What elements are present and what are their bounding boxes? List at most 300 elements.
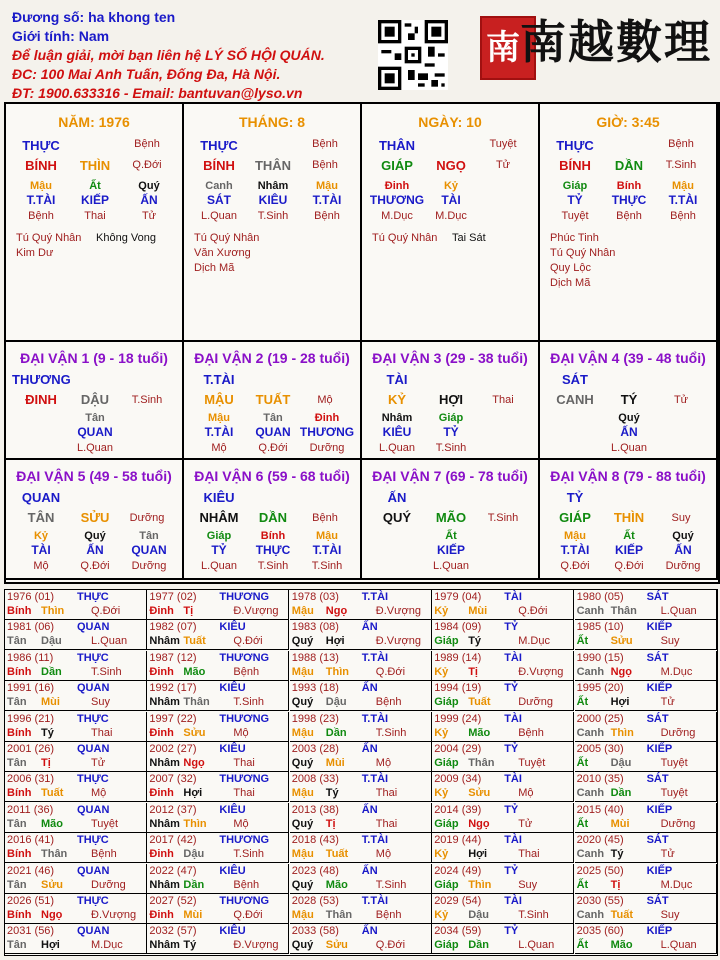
hidden-star: TÀI [441, 193, 461, 207]
year-star: THƯƠNG [219, 895, 270, 907]
dai-van-title: ĐẠI VẬN 8 (79 - 88 tuổi) [550, 468, 706, 484]
year-star: THƯƠNG [219, 591, 270, 603]
dai-van-star: T.TÀI [203, 372, 235, 387]
dai-van-state: Tử [673, 394, 689, 406]
year-can: Tân [7, 878, 27, 891]
hidden-star: T.TÀI [312, 543, 342, 557]
dai-van-title: ĐẠI VẬN 1 (9 - 18 tuổi) [20, 350, 168, 366]
year-label: 2035 (60) [576, 925, 624, 938]
year-can: Đinh [149, 909, 174, 921]
year-star: ẤN [361, 743, 378, 755]
hidden-star: THƯƠNG [369, 193, 425, 207]
hidden-state: Bệnh [314, 210, 340, 222]
year-chi: Thân [183, 696, 210, 709]
year-star: TÀI [504, 651, 522, 664]
year-chi: Thìn [468, 878, 492, 891]
year-star: T.TÀI [361, 773, 389, 786]
year-cell [147, 924, 289, 954]
year-state: Mộ [91, 787, 107, 800]
year-chi: Ngọ [41, 909, 63, 921]
year-state: M.Dục [518, 635, 550, 648]
year-state: Q.Đới [375, 665, 406, 678]
year-chi: Tị [610, 878, 621, 891]
hidden-stem: Giáp [206, 530, 232, 542]
year-state: Bệnh [233, 878, 260, 891]
year-can: Tân [7, 939, 27, 952]
hidden-state: T.Sinh [311, 560, 343, 572]
dai-van-title: ĐẠI VẬN 3 (29 - 38 tuổi) [372, 350, 528, 366]
dai-van-star: TÀI [386, 372, 408, 387]
year-star: ẤN [361, 864, 378, 877]
year-state: Q.Đới [233, 635, 263, 648]
dai-van-chi: MÃO [435, 510, 467, 525]
year-state: Thai [375, 817, 398, 830]
year-chi: Thân [610, 605, 637, 617]
year-star: THƯƠNG [219, 651, 270, 664]
year-label: 2004 (29) [434, 743, 482, 755]
pillar-chi: NGỌ [436, 158, 466, 173]
year-star: SÁT [646, 834, 669, 847]
dai-van-star: SÁT [562, 372, 588, 387]
year-state: Đ.Vượng [375, 605, 421, 617]
year-chi: Dần [325, 726, 347, 739]
year-state: Mộ [375, 757, 392, 769]
year-can: Bính [7, 848, 32, 861]
year-state: T.Sinh [375, 878, 407, 891]
hidden-state: L.Quan [200, 560, 238, 572]
year-star: SÁT [646, 712, 669, 725]
year-state: Tuyệt [660, 787, 688, 800]
year-chi: Dần [610, 787, 632, 800]
hidden-star: QUAN [77, 425, 113, 439]
year-state: M.Dục [91, 939, 123, 952]
pillar-chi-state: Tử [495, 159, 511, 171]
year-can: Giáp [434, 635, 459, 648]
star-note: Tai Sát [452, 232, 486, 244]
year-star: KIẾP [646, 743, 673, 755]
year-state: Bệnh [375, 696, 402, 709]
year-chi: Sửu [41, 878, 64, 891]
year-chi: Mùi [41, 696, 60, 709]
year-star: TÀI [504, 895, 522, 907]
year-star: TỶ [504, 925, 519, 938]
hidden-star: TỶ [567, 193, 583, 207]
hidden-star: ẤN [86, 543, 104, 557]
pillar-cell [184, 104, 362, 342]
hidden-star: THƯƠNG [299, 425, 355, 439]
hidden-star: ẤN [620, 425, 638, 439]
year-can: Kỷ [434, 605, 449, 617]
year-cell [432, 590, 574, 620]
dai-van-chi: SỬU [80, 510, 110, 525]
year-star: QUAN [77, 864, 110, 877]
dai-van-cell [362, 460, 540, 580]
year-can: Kỷ [434, 726, 449, 739]
dai-van-chi: DẦN [258, 510, 288, 525]
year-chi: Mão [610, 939, 633, 952]
star-note: Phúc Tinh [550, 232, 599, 244]
year-label: 2005 (30) [576, 743, 624, 755]
hidden-stem: Tân [139, 530, 159, 542]
hidden-stem: Mậu [672, 180, 694, 192]
year-label: 2020 (45) [576, 834, 624, 847]
year-star: KIẾP [646, 803, 673, 816]
year-chi: Thân [41, 848, 68, 861]
year-state: T.Sinh [233, 696, 264, 709]
year-label: 2015 (40) [576, 803, 624, 816]
year-state: Dưỡng [91, 878, 126, 891]
year-state: Bệnh [518, 726, 544, 739]
year-star: THỰC [77, 834, 109, 847]
year-chi: Mão [183, 665, 206, 678]
year-chi: Hợi [41, 939, 60, 952]
year-cell [575, 590, 717, 620]
year-chi: Ngọ [468, 817, 490, 830]
pillar-can: BÍNH [25, 158, 57, 173]
phone-email-line: ĐT: 1900.633316 - Email: bantuvan@lyso.vn [12, 85, 303, 101]
year-state: Tử [91, 757, 106, 769]
year-label: 2006 (31) [7, 773, 55, 786]
year-chi: Hợi [610, 696, 630, 709]
dai-van-can: NHÂM [199, 510, 239, 525]
hidden-state: Q.Đới [614, 560, 644, 572]
year-state: Mộ [233, 817, 249, 830]
year-cell [575, 651, 717, 681]
year-cell [147, 651, 289, 681]
year-can: Tân [7, 817, 27, 830]
dai-van-cell [184, 460, 362, 580]
dai-van-state: T.Sinh [487, 512, 519, 524]
year-chi: Mão [41, 817, 63, 830]
hidden-state: Dưỡng [131, 560, 167, 572]
year-star: TÀI [504, 591, 522, 603]
star-note: Không Vong [96, 232, 156, 244]
hidden-state: Mộ [33, 560, 49, 572]
year-star: THƯƠNG [219, 834, 270, 847]
year-cell [290, 712, 432, 742]
year-star: ẤN [361, 925, 378, 938]
dai-van-cell [184, 342, 362, 460]
dai-van-can: CANH [556, 392, 594, 407]
hidden-stem: Ất [89, 180, 101, 192]
pillar-can: BÍNH [203, 158, 235, 173]
year-label: 1980 (05) [576, 591, 624, 603]
year-can: Giáp [434, 696, 459, 709]
year-can: Đinh [149, 665, 174, 678]
year-star: TỶ [504, 864, 519, 877]
year-star: THỰC [77, 651, 109, 664]
pillar-title: GIỜ: 3:45 [596, 114, 660, 130]
hidden-star: KIẾP [614, 543, 643, 557]
year-star: ẤN [361, 621, 378, 634]
year-label: 1990 (15) [576, 651, 624, 664]
year-chi: Hợi [325, 635, 345, 648]
year-can: Mậu [291, 605, 314, 617]
year-star: KIÊU [219, 743, 246, 755]
year-can: Tân [7, 757, 27, 769]
year-state: L.Quan [518, 939, 555, 952]
year-star: TỶ [504, 743, 519, 755]
year-can: Canh [576, 665, 605, 678]
dai-van-cell [6, 342, 184, 460]
year-label: 1999 (24) [434, 712, 482, 725]
year-state: L.Quan [91, 635, 128, 648]
dai-van-chi: THÌN [613, 510, 645, 525]
hidden-stem: Mậu [316, 530, 338, 542]
hidden-star: T.TÀI [204, 425, 234, 439]
year-state: Thai [91, 726, 113, 739]
hidden-stem: Quý [672, 530, 694, 542]
year-state: Đ.Vượng [233, 939, 279, 952]
year-cell [147, 772, 289, 802]
star-note: Tú Quý Nhân [194, 232, 260, 244]
hidden-state: M.Dục [435, 210, 467, 222]
dai-van-can: KỶ [387, 392, 407, 407]
hidden-star: SÁT [207, 193, 231, 207]
year-state: Dưỡng [518, 696, 553, 709]
hidden-state: T.Sinh [257, 210, 289, 222]
year-can: Quý [291, 635, 314, 648]
hidden-state: Bệnh [616, 210, 642, 222]
year-cell [575, 864, 717, 894]
year-star: SÁT [646, 895, 669, 907]
year-can: Mậu [291, 848, 314, 861]
year-star: T.TÀI [361, 895, 389, 907]
year-can: Giáp [434, 878, 459, 891]
year-label: 2028 (53) [291, 895, 339, 907]
dai-van-state: T.Sinh [131, 394, 163, 406]
dai-van-title: ĐẠI VẬN 2 (19 - 28 tuổi) [194, 350, 350, 366]
year-can: Ất [576, 939, 589, 952]
hidden-state: Tử [141, 210, 157, 222]
hidden-state: L.Quan [610, 442, 648, 454]
dai-van-can: ĐINH [25, 392, 57, 407]
year-can: Canh [576, 787, 605, 800]
year-cell [147, 864, 289, 894]
year-label: 1983 (08) [291, 621, 339, 634]
year-star: QUAN [77, 925, 110, 938]
year-star: TỶ [504, 682, 519, 695]
pillar-can: GIÁP [381, 158, 413, 173]
pillar-cell [6, 104, 184, 342]
year-star: THƯƠNG [219, 773, 270, 786]
hidden-star: T.TÀI [26, 193, 56, 207]
year-star: KIÊU [219, 621, 246, 634]
year-state: Tuyệt [91, 817, 119, 830]
year-star: TÀI [504, 834, 522, 847]
year-state: Thai [233, 787, 255, 800]
year-cell [432, 681, 574, 711]
year-cell [147, 620, 289, 650]
star-note: Tú Quý Nhân [372, 232, 438, 244]
year-cell [290, 803, 432, 833]
pillar-top-right: Tuyệt [489, 138, 517, 150]
pillar-chi-state: Q.Đới [132, 159, 162, 171]
year-star: KIÊU [219, 925, 246, 938]
year-chi: Thìn [325, 665, 350, 678]
year-chi: Tuất [468, 696, 491, 709]
year-chi: Thìn [41, 605, 65, 617]
year-can: Quý [291, 757, 314, 769]
year-state: Bệnh [233, 665, 260, 678]
year-star: QUAN [77, 621, 110, 634]
year-can: Ất [576, 635, 589, 648]
hidden-state: L.Quan [432, 560, 470, 572]
year-cell [432, 894, 574, 924]
year-label: 2014 (39) [434, 803, 482, 816]
year-cell [575, 772, 717, 802]
year-can: Bính [7, 909, 32, 921]
year-label: 1988 (13) [291, 651, 339, 664]
year-label: 2000 (25) [576, 712, 624, 725]
dai-van-state: Thai [492, 394, 514, 406]
year-label: 1997 (22) [149, 712, 197, 725]
dai-van-state: Mộ [317, 394, 333, 406]
year-state: T.Sinh [518, 909, 549, 921]
year-state: Suy [518, 878, 538, 891]
year-label: 2032 (57) [149, 925, 197, 938]
year-can: Canh [576, 909, 605, 921]
dai-van-state: Suy [671, 512, 691, 524]
year-state: Q.Đới [375, 939, 406, 952]
hidden-stem: Mậu [316, 180, 338, 192]
hidden-star: THỰC [255, 543, 291, 557]
year-star: KIÊU [219, 682, 246, 695]
hidden-stem: Ất [623, 530, 635, 542]
hidden-state: Q.Đới [258, 442, 288, 454]
pillar-top-left: THỰC [22, 138, 60, 153]
pillar-cell [362, 104, 540, 342]
hidden-star: QUAN [255, 425, 291, 439]
year-star: ẤN [361, 803, 378, 816]
year-state: Tuyệt [518, 757, 546, 769]
hidden-star: T.TÀI [668, 193, 698, 207]
pillar-top-right: Bệnh [668, 138, 694, 150]
hidden-state: M.Dục [381, 210, 413, 222]
year-cell [290, 651, 432, 681]
dai-van-star: KIÊU [203, 490, 235, 505]
hidden-state: Q.Đới [80, 560, 110, 572]
year-cell [5, 681, 147, 711]
year-state: Tử [660, 848, 675, 861]
year-can: Quý [291, 878, 314, 891]
star-note: Kim Dư [16, 247, 54, 259]
year-chi: Dậu [183, 848, 205, 861]
year-label: 2024 (49) [434, 864, 482, 877]
hidden-state: Dưỡng [665, 560, 701, 572]
hidden-star: KIÊU [258, 193, 288, 207]
hidden-state: L.Quan [76, 442, 114, 454]
gender: Giới tính: Nam [12, 28, 110, 44]
pillar-cell [540, 104, 718, 342]
hidden-star: TÀI [31, 543, 51, 557]
year-label: 1984 (09) [434, 621, 482, 634]
year-state: Q.Đới [233, 909, 263, 921]
year-state: Đ.Vượng [375, 635, 421, 648]
year-chi: Tý [468, 635, 482, 648]
hidden-star: T.TÀI [312, 193, 342, 207]
hidden-state: L.Quan [200, 210, 238, 222]
year-chi: Thân [468, 757, 495, 769]
year-can: Bính [7, 726, 32, 739]
dai-van-can: GIÁP [559, 510, 591, 525]
year-cell [5, 651, 147, 681]
year-state: M.Dục [660, 878, 693, 891]
hidden-state: Tuyệt [561, 210, 589, 222]
year-chi: Sửu [610, 635, 633, 648]
star-note: Tú Quý Nhân [550, 247, 616, 259]
hidden-star: QUAN [131, 543, 167, 557]
hidden-stem: Đinh [384, 180, 410, 192]
dai-van-chi: HỢI [438, 392, 464, 407]
year-can: Mậu [291, 665, 314, 678]
hidden-star: KIẾP [436, 543, 465, 557]
year-state: Thai [375, 787, 398, 800]
hidden-stem: Đinh [314, 412, 340, 424]
year-chi: Dậu [41, 635, 62, 648]
year-can: Quý [291, 817, 314, 830]
dai-van-star: ẤN [387, 490, 407, 505]
year-chi: Mùi [468, 605, 488, 617]
year-star: THỰC [77, 712, 109, 725]
year-star: TÀI [504, 773, 522, 786]
dai-van-state: Bệnh [312, 512, 338, 524]
year-state: Mộ [375, 848, 392, 861]
year-can: Kỷ [434, 665, 449, 678]
year-state: Tuyệt [660, 757, 688, 769]
pillar-chi: THÌN [79, 158, 111, 173]
year-can: Giáp [434, 939, 459, 952]
year-chi: Tị [468, 665, 478, 678]
year-star: QUAN [77, 743, 110, 755]
hidden-state: Q.Đới [560, 560, 590, 572]
year-can: Đinh [149, 848, 174, 861]
hidden-stem: Kỷ [443, 180, 459, 192]
star-note: Dịch Mã [550, 277, 591, 289]
year-can: Bính [7, 605, 32, 617]
year-cell [575, 712, 717, 742]
year-can: Nhâm [149, 696, 180, 709]
pillar-chi: DẦN [614, 158, 644, 173]
year-cell [147, 590, 289, 620]
pillar-title: THÁNG: 8 [238, 114, 306, 130]
year-can: Quý [291, 939, 314, 952]
year-cell [290, 894, 432, 924]
year-cell [5, 590, 147, 620]
brand-logo: 南越數理 [520, 15, 712, 69]
hidden-state: Bệnh [28, 210, 54, 222]
year-cell [432, 924, 574, 954]
year-cell [147, 833, 289, 863]
year-star: SÁT [646, 591, 669, 603]
year-can: Nhâm [149, 757, 180, 769]
year-state: Q.Đới [518, 605, 548, 617]
year-cell [5, 924, 147, 954]
year-chi: Sửu [325, 939, 348, 952]
year-label: 2033 (58) [291, 925, 339, 938]
year-chi: Mão [468, 726, 491, 739]
year-chi: Tuất [325, 848, 349, 861]
year-star: TỶ [504, 803, 519, 816]
year-label: 2007 (32) [149, 773, 197, 786]
dai-van-chi: TUẤT [255, 392, 291, 407]
year-chi: Mùi [183, 909, 203, 921]
year-label: 1979 (04) [434, 591, 482, 603]
hidden-stem: Tân [85, 412, 105, 424]
pillar-chi-state: T.Sinh [665, 159, 697, 171]
hidden-stem: Quý [618, 412, 640, 424]
year-cell [575, 924, 717, 954]
